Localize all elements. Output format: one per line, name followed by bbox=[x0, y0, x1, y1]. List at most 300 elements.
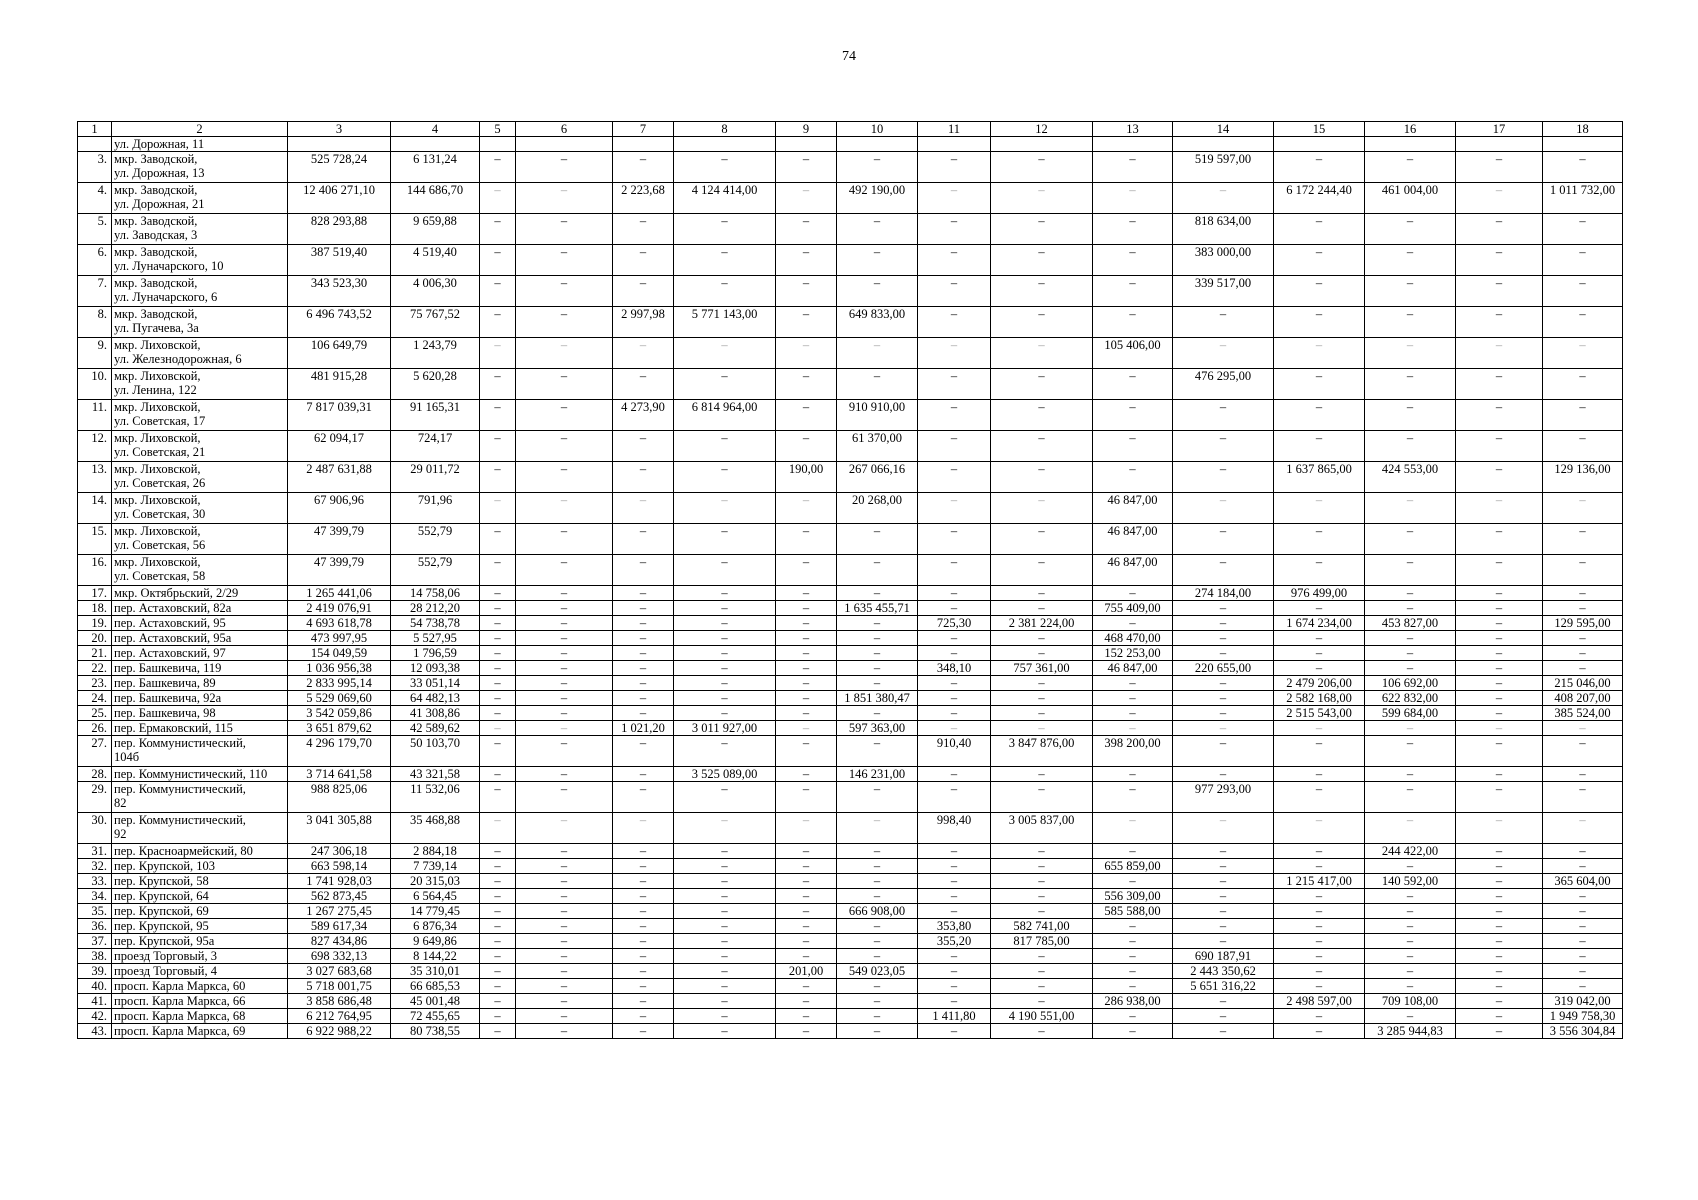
col-7-cell: – bbox=[613, 586, 674, 601]
col-4-cell: 29 011,72 bbox=[391, 462, 480, 493]
col-13-cell: 46 847,00 bbox=[1093, 555, 1173, 586]
col-10-cell: – bbox=[837, 524, 918, 555]
col-12-cell: – bbox=[991, 214, 1093, 245]
col-16-cell: – bbox=[1365, 214, 1456, 245]
col-11-cell: – bbox=[918, 949, 991, 964]
col-14-cell: – bbox=[1173, 631, 1274, 646]
col-4-cell: 1 243,79 bbox=[391, 338, 480, 369]
col-13-cell: – bbox=[1093, 813, 1173, 844]
col-4-cell: 42 589,62 bbox=[391, 721, 480, 736]
col-14-cell: – bbox=[1173, 767, 1274, 782]
col-10-cell: – bbox=[837, 338, 918, 369]
col-7-cell: 1 021,20 bbox=[613, 721, 674, 736]
col-10-cell: – bbox=[837, 276, 918, 307]
address-cell: мкр. Лиховской, ул. Железнодорожная, 6 bbox=[112, 338, 288, 369]
col-16-cell: – bbox=[1365, 431, 1456, 462]
table-row bbox=[78, 844, 1623, 859]
col-18-cell: 215 046,00 bbox=[1543, 676, 1623, 691]
total-cell: 12 406 271,10 bbox=[288, 183, 391, 214]
column-number-row bbox=[78, 122, 1623, 137]
total-cell: 5 718 001,75 bbox=[288, 979, 391, 994]
col-13-cell: – bbox=[1093, 919, 1173, 934]
col-12-cell: – bbox=[991, 859, 1093, 874]
col-9-cell: – bbox=[776, 979, 837, 994]
col-9-cell: – bbox=[776, 1009, 837, 1024]
col-11-cell: – bbox=[918, 431, 991, 462]
col-15-cell: – bbox=[1274, 646, 1365, 661]
col-8-cell: – bbox=[674, 994, 776, 1009]
col-4-cell: 724,17 bbox=[391, 431, 480, 462]
col-13-cell: – bbox=[1093, 949, 1173, 964]
col-15-cell: – bbox=[1274, 631, 1365, 646]
address-cell: просп. Карла Маркса, 68 bbox=[112, 1009, 288, 1024]
col-14-cell: 977 293,00 bbox=[1173, 782, 1274, 813]
col-8-cell: – bbox=[674, 813, 776, 844]
col-5-cell bbox=[480, 137, 516, 152]
col-12-cell: 2 381 224,00 bbox=[991, 616, 1093, 631]
col-17-cell: – bbox=[1456, 601, 1543, 616]
col-17-cell: – bbox=[1456, 493, 1543, 524]
col-4-cell: 9 659,88 bbox=[391, 214, 480, 245]
row-number-cell: 30. bbox=[78, 813, 112, 844]
col-16-cell: – bbox=[1365, 493, 1456, 524]
col-10-cell: – bbox=[837, 994, 918, 1009]
address-cell: пер. Крупской, 64 bbox=[112, 889, 288, 904]
col-15-cell: 1 637 865,00 bbox=[1274, 462, 1365, 493]
col-9-cell: – bbox=[776, 307, 837, 338]
col-18-cell: – bbox=[1543, 767, 1623, 782]
address-cell: ул. Дорожная, 11 bbox=[112, 137, 288, 152]
column-header: 15 bbox=[1274, 122, 1365, 137]
col-14-cell: – bbox=[1173, 493, 1274, 524]
col-17-cell: – bbox=[1456, 994, 1543, 1009]
col-10-cell: – bbox=[837, 646, 918, 661]
col-4-cell: 28 212,20 bbox=[391, 601, 480, 616]
col-18-cell: – bbox=[1543, 338, 1623, 369]
col-11-cell: – bbox=[918, 307, 991, 338]
col-9-cell: – bbox=[776, 691, 837, 706]
col-7-cell: – bbox=[613, 493, 674, 524]
col-17-cell: – bbox=[1456, 661, 1543, 676]
col-8-cell: – bbox=[674, 859, 776, 874]
col-6-cell: – bbox=[516, 949, 613, 964]
total-cell: 663 598,14 bbox=[288, 859, 391, 874]
col-5-cell: – bbox=[480, 245, 516, 276]
col-10-cell: – bbox=[837, 369, 918, 400]
col-6-cell: – bbox=[516, 493, 613, 524]
table-row bbox=[78, 706, 1623, 721]
col-6-cell: – bbox=[516, 646, 613, 661]
col-10-cell: – bbox=[837, 919, 918, 934]
col-6-cell: – bbox=[516, 691, 613, 706]
col-9-cell: – bbox=[776, 736, 837, 767]
table-row bbox=[78, 183, 1623, 214]
col-10-cell: – bbox=[837, 859, 918, 874]
col-13-cell: – bbox=[1093, 691, 1173, 706]
col-11-cell: – bbox=[918, 859, 991, 874]
total-cell bbox=[288, 137, 391, 152]
col-6-cell: – bbox=[516, 934, 613, 949]
col-10-cell: 1 851 380,47 bbox=[837, 691, 918, 706]
col-15-cell: – bbox=[1274, 338, 1365, 369]
col-8-cell: – bbox=[674, 919, 776, 934]
col-11-cell: – bbox=[918, 369, 991, 400]
col-6-cell: – bbox=[516, 1024, 613, 1039]
table-row bbox=[78, 245, 1623, 276]
col-13-cell: – bbox=[1093, 1024, 1173, 1039]
col-18-cell: – bbox=[1543, 934, 1623, 949]
col-5-cell: – bbox=[480, 859, 516, 874]
col-12-cell: – bbox=[991, 844, 1093, 859]
col-5-cell: – bbox=[480, 874, 516, 889]
col-16-cell: – bbox=[1365, 369, 1456, 400]
col-4-cell bbox=[391, 137, 480, 152]
col-10-cell: – bbox=[837, 1009, 918, 1024]
col-11-cell: – bbox=[918, 904, 991, 919]
col-12-cell: 582 741,00 bbox=[991, 919, 1093, 934]
col-17-cell: – bbox=[1456, 338, 1543, 369]
table-row bbox=[78, 137, 1623, 152]
column-header: 3 bbox=[288, 122, 391, 137]
col-11-cell: – bbox=[918, 601, 991, 616]
col-4-cell: 791,96 bbox=[391, 493, 480, 524]
col-13-cell: 46 847,00 bbox=[1093, 524, 1173, 555]
col-11-cell: – bbox=[918, 276, 991, 307]
col-13-cell: – bbox=[1093, 676, 1173, 691]
col-4-cell: 14 779,45 bbox=[391, 904, 480, 919]
row-number-cell: 18. bbox=[78, 601, 112, 616]
table-body bbox=[78, 137, 1623, 1039]
col-7-cell: – bbox=[613, 736, 674, 767]
col-11-cell: – bbox=[918, 631, 991, 646]
col-8-cell: – bbox=[674, 782, 776, 813]
col-5-cell: – bbox=[480, 338, 516, 369]
col-4-cell: 35 468,88 bbox=[391, 813, 480, 844]
column-header: 13 bbox=[1093, 122, 1173, 137]
col-18-cell: – bbox=[1543, 721, 1623, 736]
col-18-cell: – bbox=[1543, 782, 1623, 813]
col-9-cell: – bbox=[776, 245, 837, 276]
address-cell: пер. Коммунистический, 110 bbox=[112, 767, 288, 782]
col-16-cell: – bbox=[1365, 661, 1456, 676]
address-cell: мкр. Лиховской, ул. Советская, 30 bbox=[112, 493, 288, 524]
row-number-cell: 12. bbox=[78, 431, 112, 462]
col-16-cell: – bbox=[1365, 245, 1456, 276]
column-header: 8 bbox=[674, 122, 776, 137]
table-row bbox=[78, 949, 1623, 964]
col-12-cell: – bbox=[991, 524, 1093, 555]
col-18-cell: 1 949 758,30 bbox=[1543, 1009, 1623, 1024]
table-row bbox=[78, 691, 1623, 706]
col-18-cell: – bbox=[1543, 919, 1623, 934]
column-header: 7 bbox=[613, 122, 674, 137]
col-5-cell: – bbox=[480, 949, 516, 964]
col-13-cell: – bbox=[1093, 964, 1173, 979]
col-9-cell: – bbox=[776, 631, 837, 646]
col-16-cell: – bbox=[1365, 555, 1456, 586]
row-number-cell: 38. bbox=[78, 949, 112, 964]
row-number-cell: 13. bbox=[78, 462, 112, 493]
col-12-cell: – bbox=[991, 691, 1093, 706]
col-11-cell: – bbox=[918, 524, 991, 555]
col-17-cell: – bbox=[1456, 736, 1543, 767]
col-15-cell: – bbox=[1274, 859, 1365, 874]
col-9-cell bbox=[776, 137, 837, 152]
col-11-cell: – bbox=[918, 214, 991, 245]
col-13-cell: – bbox=[1093, 462, 1173, 493]
table-row bbox=[78, 661, 1623, 676]
table-row bbox=[78, 1024, 1623, 1039]
row-number-cell: 15. bbox=[78, 524, 112, 555]
col-6-cell: – bbox=[516, 1009, 613, 1024]
col-7-cell: – bbox=[613, 276, 674, 307]
col-12-cell: – bbox=[991, 782, 1093, 813]
col-7-cell: – bbox=[613, 904, 674, 919]
col-14-cell: – bbox=[1173, 646, 1274, 661]
col-17-cell: – bbox=[1456, 979, 1543, 994]
total-cell: 473 997,95 bbox=[288, 631, 391, 646]
col-7-cell: – bbox=[613, 676, 674, 691]
col-5-cell: – bbox=[480, 462, 516, 493]
col-13-cell: 398 200,00 bbox=[1093, 736, 1173, 767]
col-4-cell: 1 796,59 bbox=[391, 646, 480, 661]
col-10-cell: 549 023,05 bbox=[837, 964, 918, 979]
col-6-cell: – bbox=[516, 813, 613, 844]
col-13-cell: 46 847,00 bbox=[1093, 661, 1173, 676]
col-17-cell: – bbox=[1456, 152, 1543, 183]
col-7-cell: – bbox=[613, 889, 674, 904]
col-16-cell: 709 108,00 bbox=[1365, 994, 1456, 1009]
col-12-cell: 817 785,00 bbox=[991, 934, 1093, 949]
col-5-cell: – bbox=[480, 721, 516, 736]
col-10-cell: 649 833,00 bbox=[837, 307, 918, 338]
col-15-cell: 2 582 168,00 bbox=[1274, 691, 1365, 706]
address-cell: пер. Красноармейский, 80 bbox=[112, 844, 288, 859]
col-13-cell: – bbox=[1093, 245, 1173, 276]
col-14-cell: – bbox=[1173, 813, 1274, 844]
col-18-cell: – bbox=[1543, 152, 1623, 183]
col-11-cell: – bbox=[918, 676, 991, 691]
col-7-cell: – bbox=[613, 691, 674, 706]
address-cell: пер. Коммунистический, 92 bbox=[112, 813, 288, 844]
col-12-cell: – bbox=[991, 245, 1093, 276]
col-7-cell: – bbox=[613, 1009, 674, 1024]
col-15-cell: – bbox=[1274, 979, 1365, 994]
address-cell: пер. Крупской, 95 bbox=[112, 919, 288, 934]
col-10-cell: 146 231,00 bbox=[837, 767, 918, 782]
col-5-cell: – bbox=[480, 276, 516, 307]
col-7-cell: – bbox=[613, 338, 674, 369]
col-12-cell: – bbox=[991, 979, 1093, 994]
table-row bbox=[78, 676, 1623, 691]
table-row bbox=[78, 307, 1623, 338]
col-14-cell: – bbox=[1173, 859, 1274, 874]
col-6-cell: – bbox=[516, 338, 613, 369]
col-10-cell: – bbox=[837, 706, 918, 721]
col-6-cell: – bbox=[516, 462, 613, 493]
col-7-cell: – bbox=[613, 631, 674, 646]
col-9-cell: – bbox=[776, 431, 837, 462]
address-cell: пер. Астаховский, 95а bbox=[112, 631, 288, 646]
col-16-cell: – bbox=[1365, 276, 1456, 307]
col-13-cell: – bbox=[1093, 782, 1173, 813]
col-8-cell: – bbox=[674, 555, 776, 586]
col-16-cell: 106 692,00 bbox=[1365, 676, 1456, 691]
col-15-cell: – bbox=[1274, 919, 1365, 934]
col-16-cell: – bbox=[1365, 767, 1456, 782]
col-9-cell: – bbox=[776, 767, 837, 782]
col-12-cell: – bbox=[991, 462, 1093, 493]
total-cell: 525 728,24 bbox=[288, 152, 391, 183]
col-7-cell: – bbox=[613, 949, 674, 964]
col-18-cell: – bbox=[1543, 631, 1623, 646]
col-14-cell: 519 597,00 bbox=[1173, 152, 1274, 183]
col-6-cell: – bbox=[516, 859, 613, 874]
col-6-cell: – bbox=[516, 736, 613, 767]
col-17-cell: – bbox=[1456, 691, 1543, 706]
col-6-cell: – bbox=[516, 904, 613, 919]
col-7-cell: 2 997,98 bbox=[613, 307, 674, 338]
table-row bbox=[78, 369, 1623, 400]
col-13-cell: – bbox=[1093, 152, 1173, 183]
col-10-cell: 267 066,16 bbox=[837, 462, 918, 493]
col-4-cell: 552,79 bbox=[391, 555, 480, 586]
table-row bbox=[78, 601, 1623, 616]
total-cell: 106 649,79 bbox=[288, 338, 391, 369]
address-cell: проезд Торговый, 4 bbox=[112, 964, 288, 979]
col-17-cell: – bbox=[1456, 245, 1543, 276]
col-10-cell: 1 635 455,71 bbox=[837, 601, 918, 616]
col-6-cell: – bbox=[516, 214, 613, 245]
col-15-cell: – bbox=[1274, 245, 1365, 276]
row-number-cell: 42. bbox=[78, 1009, 112, 1024]
total-cell: 3 542 059,86 bbox=[288, 706, 391, 721]
col-17-cell: – bbox=[1456, 1024, 1543, 1039]
row-number-cell: 36. bbox=[78, 919, 112, 934]
col-7-cell: – bbox=[613, 767, 674, 782]
col-4-cell: 4 006,30 bbox=[391, 276, 480, 307]
col-14-cell: – bbox=[1173, 994, 1274, 1009]
col-13-cell: – bbox=[1093, 369, 1173, 400]
col-4-cell: 80 738,55 bbox=[391, 1024, 480, 1039]
col-11-cell: – bbox=[918, 462, 991, 493]
col-10-cell: – bbox=[837, 889, 918, 904]
total-cell: 1 036 956,38 bbox=[288, 661, 391, 676]
col-14-cell: – bbox=[1173, 616, 1274, 631]
col-18-cell: – bbox=[1543, 586, 1623, 601]
col-6-cell: – bbox=[516, 431, 613, 462]
total-cell: 481 915,28 bbox=[288, 369, 391, 400]
col-7-cell: – bbox=[613, 616, 674, 631]
col-6-cell: – bbox=[516, 586, 613, 601]
col-18-cell: – bbox=[1543, 214, 1623, 245]
address-cell: пер. Башкевича, 119 bbox=[112, 661, 288, 676]
col-4-cell: 6 131,24 bbox=[391, 152, 480, 183]
col-8-cell: – bbox=[674, 934, 776, 949]
col-6-cell: – bbox=[516, 152, 613, 183]
row-number-cell: 29. bbox=[78, 782, 112, 813]
col-17-cell: – bbox=[1456, 431, 1543, 462]
col-13-cell: – bbox=[1093, 616, 1173, 631]
total-cell: 47 399,79 bbox=[288, 524, 391, 555]
col-4-cell: 64 482,13 bbox=[391, 691, 480, 706]
col-4-cell: 35 310,01 bbox=[391, 964, 480, 979]
col-13-cell: 585 588,00 bbox=[1093, 904, 1173, 919]
col-15-cell: 976 499,00 bbox=[1274, 586, 1365, 601]
row-number-cell: 41. bbox=[78, 994, 112, 1009]
address-cell: мкр. Октябрьский, 2/29 bbox=[112, 586, 288, 601]
col-6-cell: – bbox=[516, 874, 613, 889]
col-15-cell: – bbox=[1274, 524, 1365, 555]
total-cell: 247 306,18 bbox=[288, 844, 391, 859]
col-11-cell: – bbox=[918, 964, 991, 979]
col-8-cell: – bbox=[674, 586, 776, 601]
col-7-cell: – bbox=[613, 214, 674, 245]
col-7-cell: – bbox=[613, 964, 674, 979]
col-12-cell: – bbox=[991, 338, 1093, 369]
col-18-cell: – bbox=[1543, 493, 1623, 524]
row-number-cell: 40. bbox=[78, 979, 112, 994]
col-10-cell: – bbox=[837, 874, 918, 889]
col-16-cell: – bbox=[1365, 1009, 1456, 1024]
col-4-cell: 14 758,06 bbox=[391, 586, 480, 601]
total-cell: 7 817 039,31 bbox=[288, 400, 391, 431]
col-5-cell: – bbox=[480, 152, 516, 183]
col-7-cell: 4 273,90 bbox=[613, 400, 674, 431]
col-13-cell: – bbox=[1093, 721, 1173, 736]
col-14-cell: – bbox=[1173, 721, 1274, 736]
col-16-cell bbox=[1365, 137, 1456, 152]
col-16-cell: – bbox=[1365, 152, 1456, 183]
col-4-cell: 75 767,52 bbox=[391, 307, 480, 338]
row-number-cell: 43. bbox=[78, 1024, 112, 1039]
col-17-cell: – bbox=[1456, 782, 1543, 813]
col-5-cell: – bbox=[480, 400, 516, 431]
col-17-cell: – bbox=[1456, 859, 1543, 874]
col-16-cell: – bbox=[1365, 307, 1456, 338]
col-16-cell: – bbox=[1365, 782, 1456, 813]
col-4-cell: 552,79 bbox=[391, 524, 480, 555]
col-5-cell: – bbox=[480, 307, 516, 338]
row-number-cell: 26. bbox=[78, 721, 112, 736]
col-16-cell: – bbox=[1365, 859, 1456, 874]
col-18-cell: – bbox=[1543, 889, 1623, 904]
col-9-cell: – bbox=[776, 646, 837, 661]
table-row bbox=[78, 524, 1623, 555]
table-row bbox=[78, 493, 1623, 524]
col-6-cell: – bbox=[516, 369, 613, 400]
col-14-cell: – bbox=[1173, 431, 1274, 462]
table-row bbox=[78, 631, 1623, 646]
total-cell: 698 332,13 bbox=[288, 949, 391, 964]
column-header: 12 bbox=[991, 122, 1093, 137]
col-6-cell: – bbox=[516, 889, 613, 904]
col-6-cell: – bbox=[516, 919, 613, 934]
col-11-cell bbox=[918, 137, 991, 152]
col-14-cell: – bbox=[1173, 919, 1274, 934]
col-17-cell: – bbox=[1456, 462, 1543, 493]
col-15-cell: – bbox=[1274, 767, 1365, 782]
col-18-cell: – bbox=[1543, 979, 1623, 994]
row-number-cell: 17. bbox=[78, 586, 112, 601]
col-12-cell: 757 361,00 bbox=[991, 661, 1093, 676]
col-6-cell: – bbox=[516, 616, 613, 631]
total-cell: 2 833 995,14 bbox=[288, 676, 391, 691]
col-5-cell: – bbox=[480, 183, 516, 214]
col-7-cell: – bbox=[613, 1024, 674, 1039]
col-10-cell: – bbox=[837, 555, 918, 586]
col-8-cell: – bbox=[674, 706, 776, 721]
